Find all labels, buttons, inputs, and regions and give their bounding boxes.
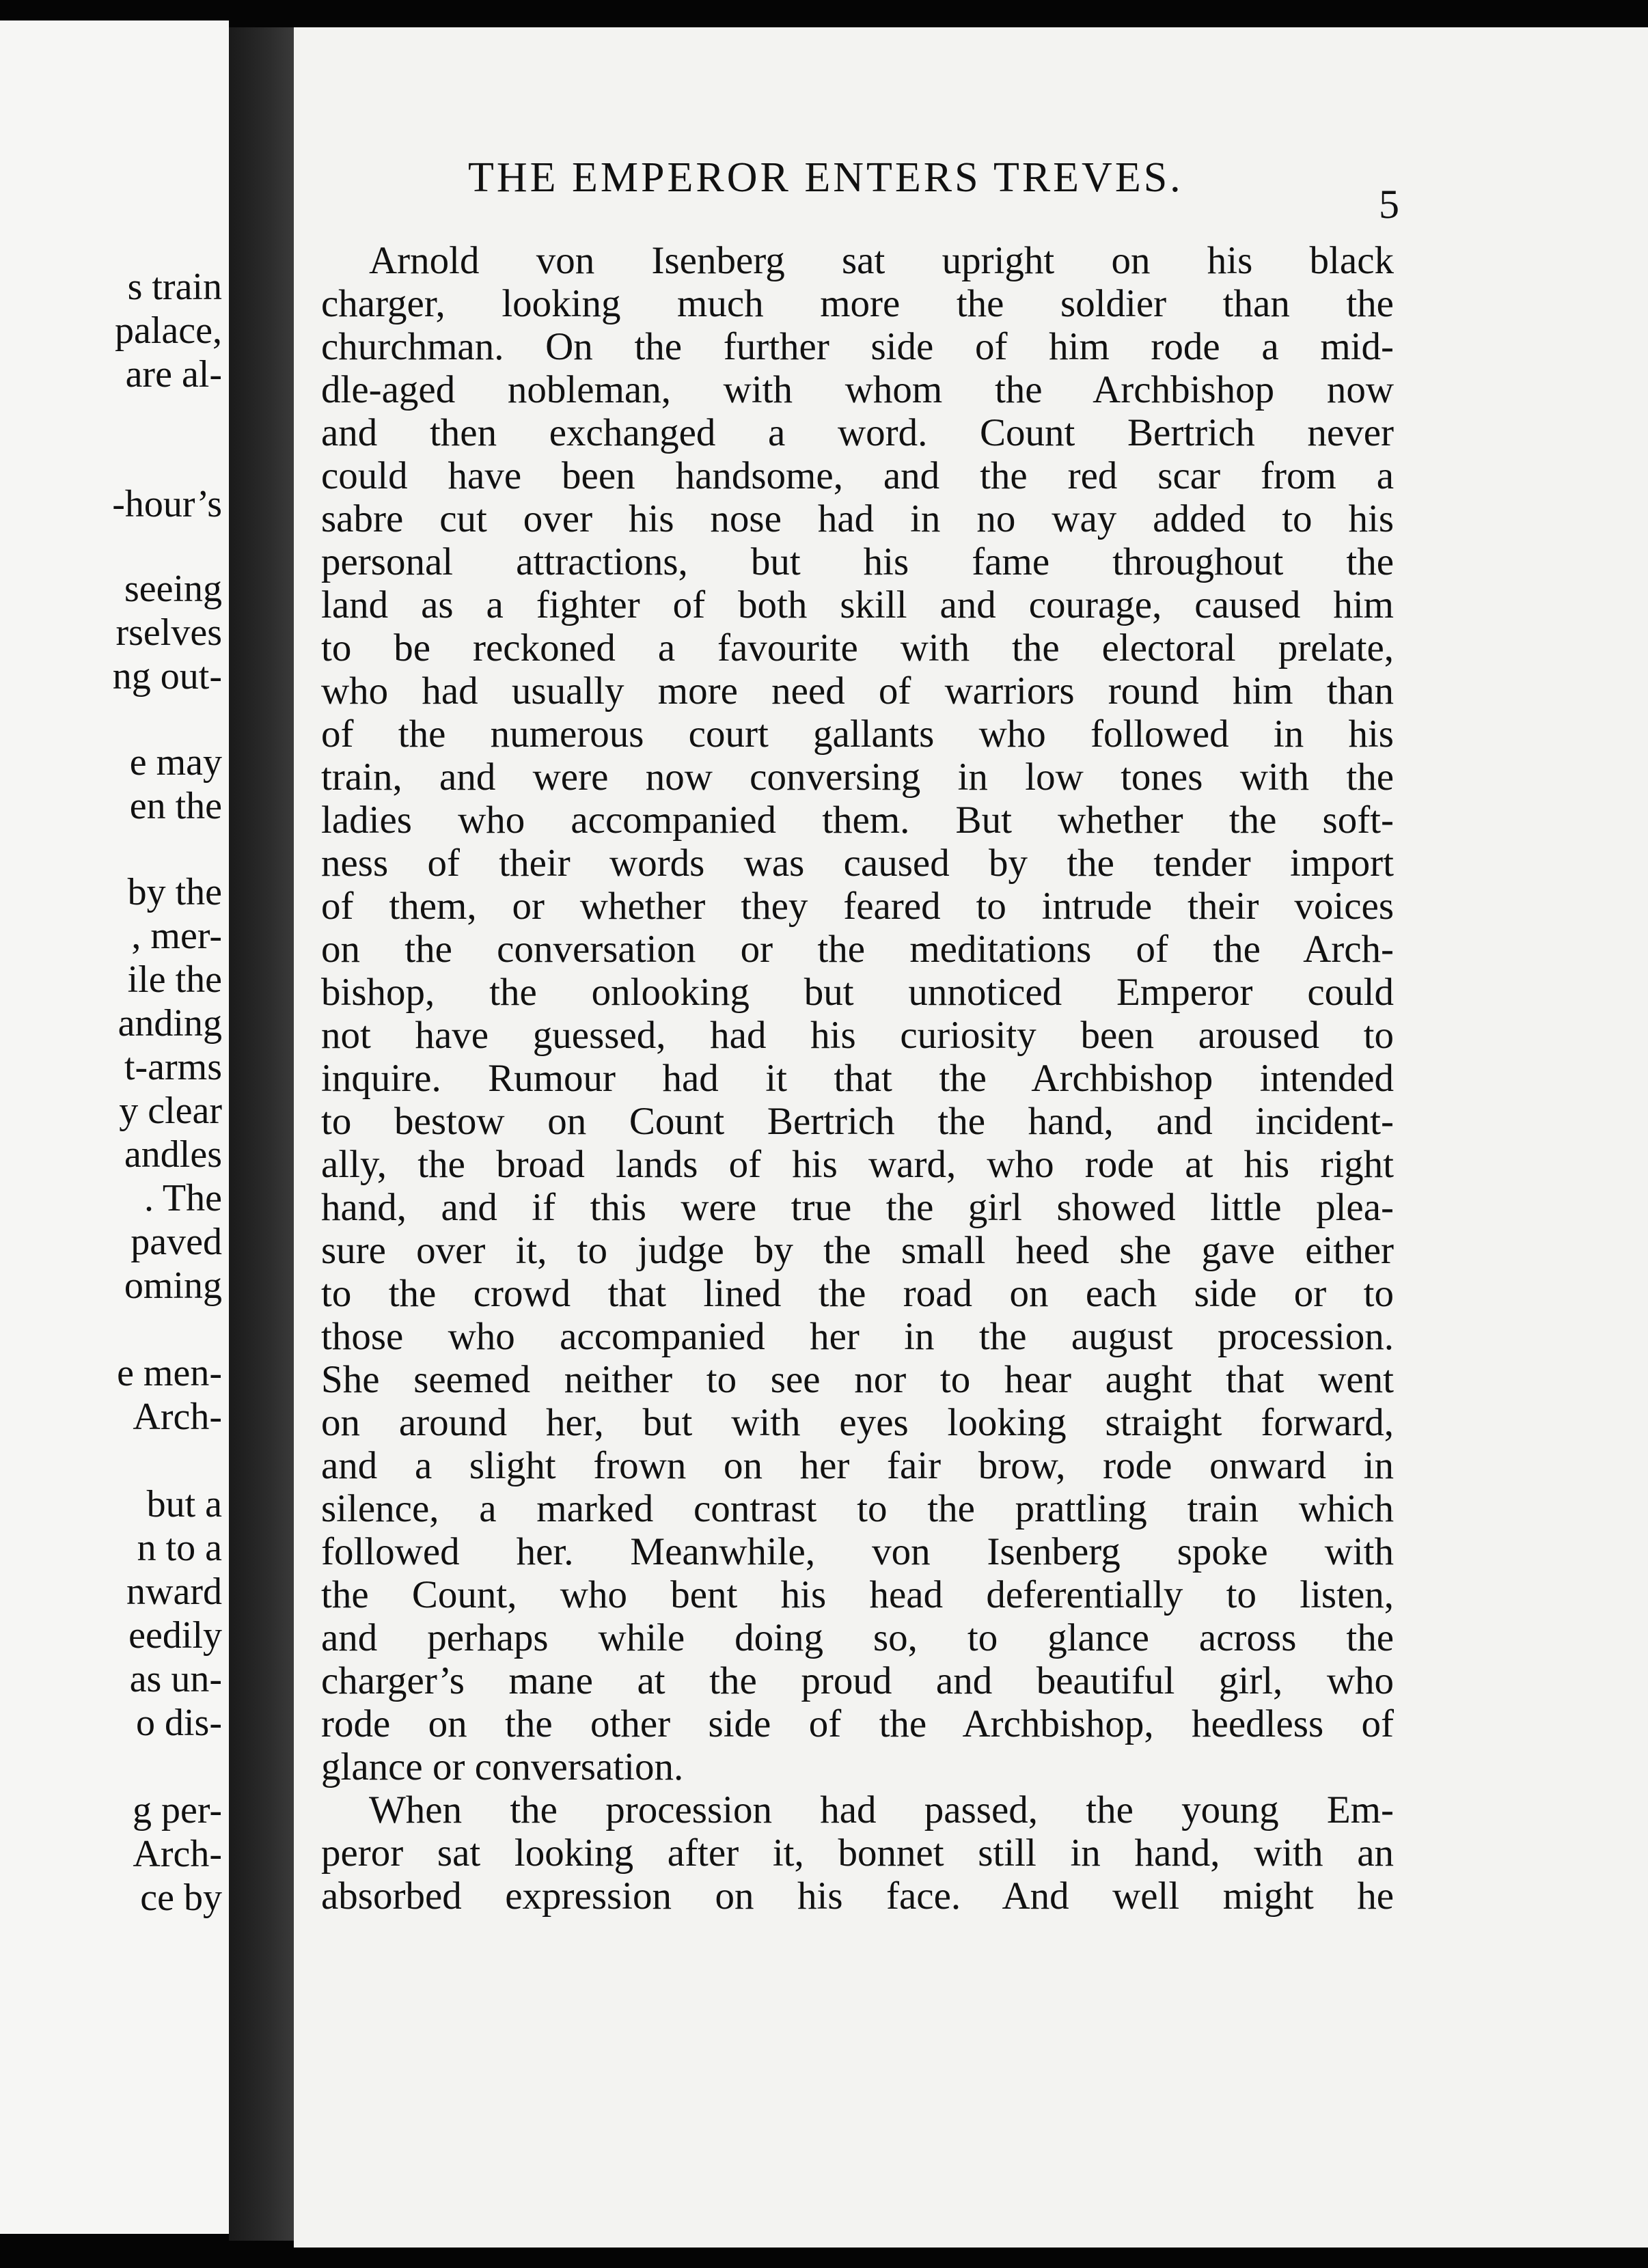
text-line: those who accompanied her in the august procession. [321, 1315, 1394, 1358]
text-line: rode on the other side of the Archbishop, heedless of [321, 1702, 1394, 1745]
text-line: She seemed neither to see nor to hear aught that went [321, 1358, 1394, 1401]
text-line: could have been handsome, and the red scar from a [321, 454, 1394, 497]
text-line: inquire. Rumour had it that the Archbishop intended [321, 1057, 1394, 1100]
text-line: land as a fighter of both skill and courage, caused him [321, 583, 1394, 626]
left-text-fragment: anding [118, 1002, 222, 1045]
left-text-fragment: palace, [115, 309, 222, 352]
left-text-fragment: en the [129, 785, 222, 827]
left-text-fragment: o dis- [136, 1702, 222, 1744]
text-line: of the numerous court gallants who followed in his [321, 713, 1394, 756]
left-text-fragment: n to a [137, 1527, 222, 1569]
text-line: to bestow on Count Bertrich the hand, and incident- [321, 1100, 1394, 1143]
text-line: followed her. Meanwhile, von Isenberg spoke with [321, 1530, 1394, 1573]
right-page [294, 27, 1648, 2248]
text-line: on the conversation or the meditations of the Arch- [321, 928, 1394, 971]
left-text-fragment: ng out- [112, 655, 222, 697]
text-line: churchman. On the further side of him rode a mid- [321, 325, 1394, 368]
text-line: who had usually more need of warriors round him than [321, 669, 1394, 713]
text-line: glance or conversation. [321, 1745, 684, 1788]
body-text [321, 239, 1394, 1918]
text-line: When the procession had passed, the young Em- [369, 1788, 1394, 1831]
text-line: train, and were now conversing in low tones with the [321, 756, 1394, 799]
left-text-fragment: . The [143, 1177, 222, 1219]
text-line: ladies who accompanied them. But whether the soft- [321, 799, 1394, 842]
text-line: to be reckoned a favourite with the electoral prelate, [321, 626, 1394, 669]
left-text-fragment: ce by [140, 1877, 222, 1919]
text-line: silence, a marked contrast to the prattling train which [321, 1487, 1394, 1530]
left-text-fragment: but a [146, 1483, 222, 1525]
left-text-fragment: y clear [119, 1090, 222, 1132]
text-line: peror sat looking after it, bonnet still in hand, with an [321, 1831, 1394, 1875]
text-line: sure over it, to judge by the small heed she gave either [321, 1229, 1394, 1272]
left-text-fragment: eedily [128, 1614, 222, 1657]
text-line: ness of their words was caused by the tender import [321, 842, 1394, 885]
page-number: 5 [1379, 182, 1399, 227]
left-text-fragment: s train [127, 266, 222, 308]
text-line: absorbed expression on his face. And well might he [321, 1875, 1394, 1918]
text-line: dle-aged nobleman, with whom the Archbishop now [321, 368, 1394, 411]
left-text-fragment: e men- [117, 1352, 222, 1394]
text-line: ally, the broad lands of his ward, who rode at his right [321, 1143, 1394, 1186]
left-page [0, 20, 229, 2234]
left-text-fragment: t-arms [124, 1046, 222, 1088]
text-line: on around her, but with eyes looking straight forward, [321, 1401, 1394, 1444]
left-text-fragment: seeing [124, 568, 222, 610]
left-text-fragment: -hour’s [112, 483, 222, 525]
text-line: of them, or whether they feared to intrude their voices [321, 885, 1394, 928]
text-line: hand, and if this were true the girl showed little plea- [321, 1186, 1394, 1229]
left-text-fragment: andles [124, 1133, 222, 1176]
left-text-fragment: nward [126, 1571, 222, 1613]
book-gutter [229, 27, 294, 2241]
left-text-fragment: Arch- [133, 1396, 222, 1438]
left-text-fragment: rselves [115, 611, 222, 654]
text-line: charger, looking much more the soldier than the [321, 282, 1394, 325]
text-line: charger’s mane at the proud and beautiful girl, who [321, 1659, 1394, 1702]
text-line: the Count, who bent his head deferentially to listen, [321, 1573, 1394, 1616]
left-text-fragment: oming [124, 1264, 222, 1307]
text-line: and perhaps while doing so, to glance across the [321, 1616, 1394, 1659]
text-line: personal attractions, but his fame throughout the [321, 540, 1394, 583]
text-line: Arnold von Isenberg sat upright on his black [369, 239, 1394, 282]
text-line: sabre cut over his nose had in no way added to his [321, 497, 1394, 540]
text-line: not have guessed, had his curiosity been aroused to [321, 1014, 1394, 1057]
left-text-fragment: Arch- [133, 1833, 222, 1875]
text-line: bishop, the onlooking but unnoticed Emperor could [321, 971, 1394, 1014]
left-text-fragment: e may [129, 741, 222, 784]
left-text-fragment: as un- [129, 1658, 222, 1700]
left-text-fragment: ile the [127, 958, 222, 1001]
left-text-fragment: paved [131, 1221, 222, 1263]
left-text-fragment: , mer- [131, 915, 222, 957]
text-line: and a slight frown on her fair brow, rode onward in [321, 1444, 1394, 1487]
text-line: to the crowd that lined the road on each side or to [321, 1272, 1394, 1315]
left-text-fragment: are al- [125, 353, 222, 396]
left-text-fragment: g per- [132, 1789, 222, 1831]
text-line: and then exchanged a word. Count Bertrich never [321, 411, 1394, 454]
running-head: THE EMPEROR ENTERS TREVES. [468, 154, 1183, 201]
left-text-fragment: by the [127, 871, 222, 913]
